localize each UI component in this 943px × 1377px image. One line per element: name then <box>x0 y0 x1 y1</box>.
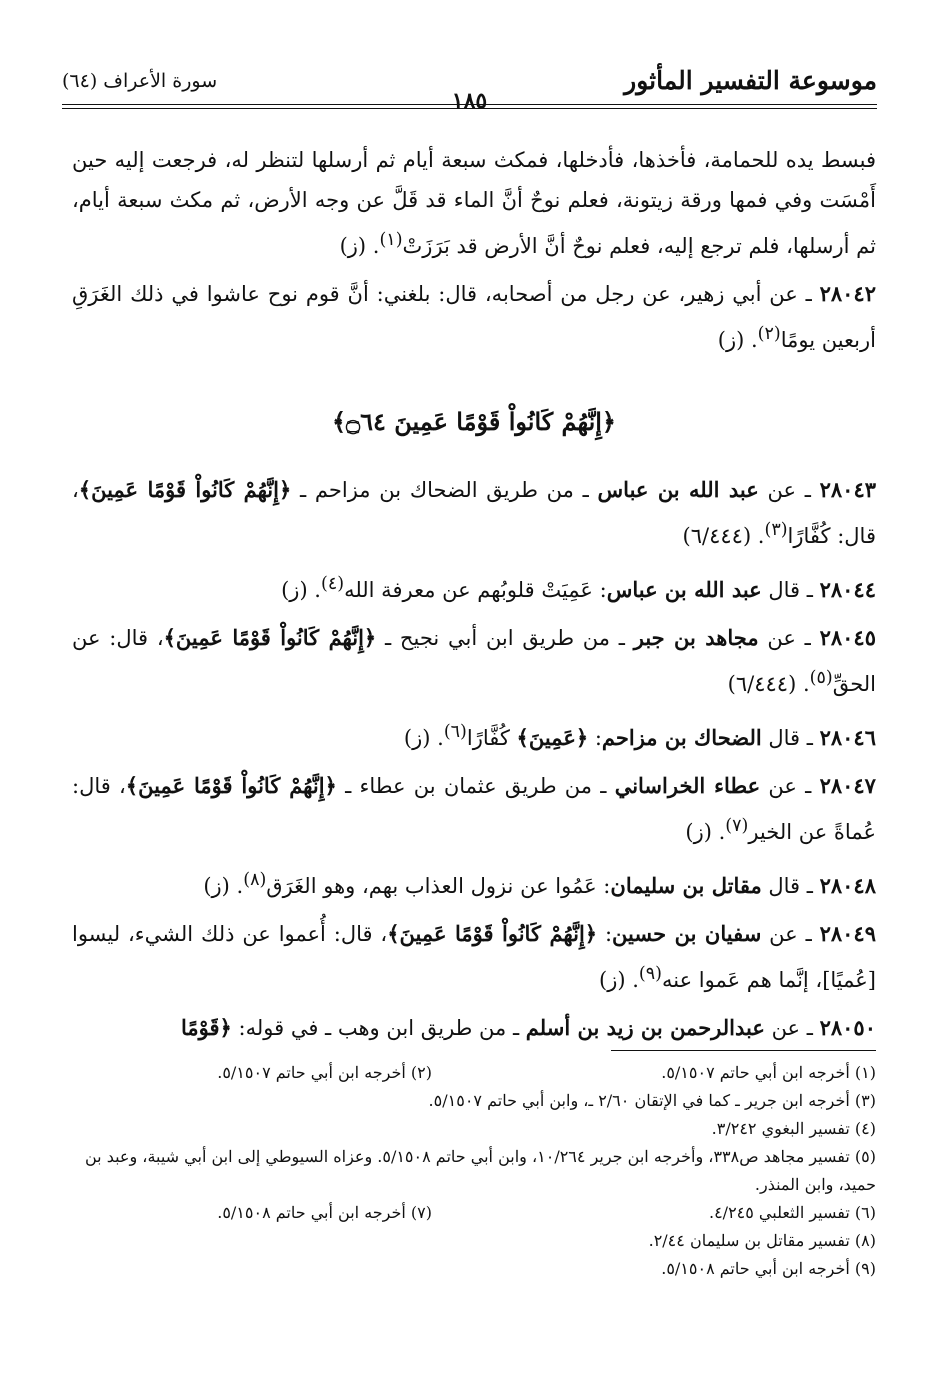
verse-quote: ﴿عَمِينَ﴾ <box>516 725 589 750</box>
header-rule <box>62 104 877 105</box>
page-header <box>62 60 877 112</box>
report-text: ، قال: عن الحقِّ <box>72 626 876 696</box>
footnote-ref[interactable]: (٨) <box>243 870 267 890</box>
verse-quote: ﴿إِنَّهُمْ كَانُواْ قَوْمًا عَمِينَ﴾ <box>387 921 598 946</box>
report-28044 <box>72 564 876 610</box>
report-chain: ـ من طريق الضحاك بن مزاحم ـ <box>291 478 598 502</box>
report-text: ـ من طريق ابن وهب ـ في قوله: <box>231 1016 526 1040</box>
report-28046 <box>72 712 876 758</box>
verse-heading-text: ﴿إِنَّهُمْ كَانُواْ قَوْمًا عَمِينَ ۝٦٤﴾ <box>331 407 616 436</box>
report-text: ، قال: أُعموا عن ذلك الشيء، ليسوا [عُميًا]، إنَّما هم عَموا عنه <box>72 922 876 992</box>
report-28049 <box>72 914 876 1000</box>
report-28043 <box>72 470 876 556</box>
source-mark: . (ز) <box>685 820 726 844</box>
footnote-4: (٤) تفسير البغوي ٣/٢٤٢. <box>711 1119 876 1138</box>
report-prefix: ـ قال <box>761 874 820 898</box>
report-number: ٢٨٠٤٢ <box>819 281 876 306</box>
narrator-name: عبد الله بن عباس <box>597 477 759 502</box>
report-text: : عَمِيَتْ قلوبُهم عن معرفة الله <box>344 578 607 602</box>
footnote-3: (٣) أخرجه ابن جرير ـ كما في الإتقان ٢/٦٠ ـ، وابن أبي حاتم ٥/١٥٠٧. <box>428 1091 876 1110</box>
footnotes <box>62 1050 876 1283</box>
report-28045 <box>72 618 876 704</box>
footnote-5: (٥) تفسير مجاهد ص٣٣٨، وأخرجه ابن جرير ١٠/٢٦٤، وابن أبي حاتم ٥/١٥٠٨. وعزاه السيوطي إلى ابن أبي شيبة، وعبد بن حميد، وابن المنذر. <box>84 1147 876 1194</box>
footnote-ref[interactable]: (٤) <box>321 574 345 594</box>
footnote-ref[interactable]: (١) <box>379 230 403 250</box>
footnote-8: (٨) تفسير مقاتل بن سليمان ٢/٤٤. <box>648 1231 876 1250</box>
narrator-name: مجاهد بن جبر <box>633 625 759 650</box>
narrator-name: سفيان بن حسين <box>612 921 762 946</box>
source-mark: . (ز) <box>717 328 758 352</box>
footnote-6: (٦) تفسير الثعلبي ٤/٢٤٥. <box>708 1203 876 1222</box>
header-rule-double <box>62 108 877 109</box>
verse-quote: ﴿إِنَّهُمْ كَانُواْ قَوْمًا عَمِينَ﴾ <box>125 773 337 798</box>
report-text: ، قال: عُماةً عن الخير <box>72 774 876 844</box>
report-text: ـ عن أبي زهير، عن رجل من أصحابه، قال: بلغني: أنَّ قوم نوح عاشوا في ذلك الغَرَقِ أربعين يومًا <box>72 282 876 352</box>
report-number: ٢٨٠٤٨ <box>819 873 876 898</box>
source-mark: . (ز) <box>203 874 244 898</box>
source-mark: . (ز) <box>281 578 321 602</box>
report-chain: : <box>588 726 602 750</box>
book-title: موسوعة التفسير المأثور <box>624 66 877 95</box>
footnote-ref[interactable]: (٢) <box>757 324 781 344</box>
source-mark: . (ز) <box>403 726 444 750</box>
report-28047 <box>72 766 876 852</box>
footnote-2: (٢) أخرجه ابن أبي حاتم ٥/١٥٠٧. <box>217 1063 432 1082</box>
footnote-ref[interactable]: (٩) <box>638 964 662 984</box>
narrator-name: عبد الله بن عباس <box>606 577 762 602</box>
report-number: ٢٨٠٤٣ <box>819 477 877 502</box>
source-mark: . (٦/٤٤٤) <box>682 524 765 548</box>
narrator-name: عطاء الخراساني <box>614 773 761 798</box>
verse-heading <box>72 402 876 442</box>
report-text: كُفَّارًا <box>466 726 517 750</box>
footnote-1: (١) أخرجه ابن أبي حاتم ٥/١٥٠٧. <box>661 1063 876 1082</box>
footnote-ref[interactable]: (٣) <box>764 520 788 540</box>
source-mark: . (ز) <box>339 234 380 258</box>
surah-label: سورة الأعراف (٦٤) <box>62 70 218 92</box>
report-prefix: ـ قال <box>761 578 820 602</box>
report-number: ٢٨٠٤٤ <box>819 577 876 602</box>
report-text: : عَمُوا عن نزول العذاب بهم، وهو الغَرَق <box>266 874 611 898</box>
report-prefix: ـ عن <box>758 626 820 650</box>
page-number: ١٨٥ <box>444 88 495 114</box>
paragraph-text: فبسط يده للحمامة، فأخذها، فأدخلها، فمكث سبعة أيام ثم أرسلها لتنظر له، فرجعت إليه حين أَمْسَت وفي فمها ورقة زيتونة، فعلم نوحٌ أنَّ الماء قد قَلَّ عن وجه الأرض، ثم مكث سبعة أيام، ثم أرسلها، فلم ترجع إليه، فعلم نوحٌ أنَّ الأرض قد بَرَزَتْ <box>72 148 876 258</box>
footnote-9: (٩) أخرجه ابن أبي حاتم ٥/١٥٠٨. <box>661 1259 876 1278</box>
footnote-ref[interactable]: (٧) <box>725 816 749 836</box>
report-prefix: ـ عن <box>764 1016 820 1040</box>
report-number: ٢٨٠٥٠ <box>819 1015 876 1040</box>
narrator-name: الضحاك بن مزاحم <box>601 725 762 750</box>
narrator-name: مقاتل بن سليمان <box>610 873 762 898</box>
footnote-separator <box>611 1050 876 1051</box>
report-28048 <box>72 860 876 906</box>
footnote-ref[interactable]: (٥) <box>809 668 833 688</box>
verse-quote: ﴿إِنَّهُمْ كَانُواْ قَوْمًا عَمِينَ﴾ <box>163 625 377 650</box>
verse-quote: ﴿إِنَّهُمْ كَانُواْ قَوْمًا عَمِينَ﴾ <box>78 477 292 502</box>
verse-quote: ﴿قَوْمًا <box>181 1015 232 1040</box>
report-chain: ـ من طريق عثمان بن عطاء ـ <box>336 774 615 798</box>
report-chain: : <box>597 922 613 946</box>
report-number: ٢٨٠٤٧ <box>819 773 876 798</box>
source-mark: . (ز) <box>599 968 639 992</box>
report-chain: ـ من طريق ابن أبي نجيح ـ <box>376 626 634 650</box>
footnote-row <box>62 1199 876 1227</box>
report-number: ٢٨٠٤٦ <box>819 725 876 750</box>
source-mark: . (٦/٤٤٤) <box>727 672 810 696</box>
footnote-7: (٧) أخرجه ابن أبي حاتم ٥/١٥٠٨. <box>217 1203 432 1222</box>
report-number: ٢٨٠٤٩ <box>819 921 876 946</box>
report-28050 <box>72 1008 876 1048</box>
page-body <box>72 140 876 1056</box>
report-prefix: ـ قال <box>761 726 820 750</box>
report-prefix: ـ عن <box>760 774 820 798</box>
report-prefix: ـ عن <box>758 478 820 502</box>
footnote-row <box>62 1059 876 1087</box>
footnote-ref[interactable]: (٦) <box>443 722 467 742</box>
report-number: ٢٨٠٤٥ <box>819 625 876 650</box>
report-text: ، قال: كُفَّارًا <box>72 478 876 548</box>
narrator-name: عبدالرحمن بن زيد بن أسلم <box>525 1015 765 1040</box>
report-28042 <box>72 274 876 360</box>
paragraph-intro <box>72 140 876 266</box>
report-prefix: ـ عن <box>761 922 820 946</box>
